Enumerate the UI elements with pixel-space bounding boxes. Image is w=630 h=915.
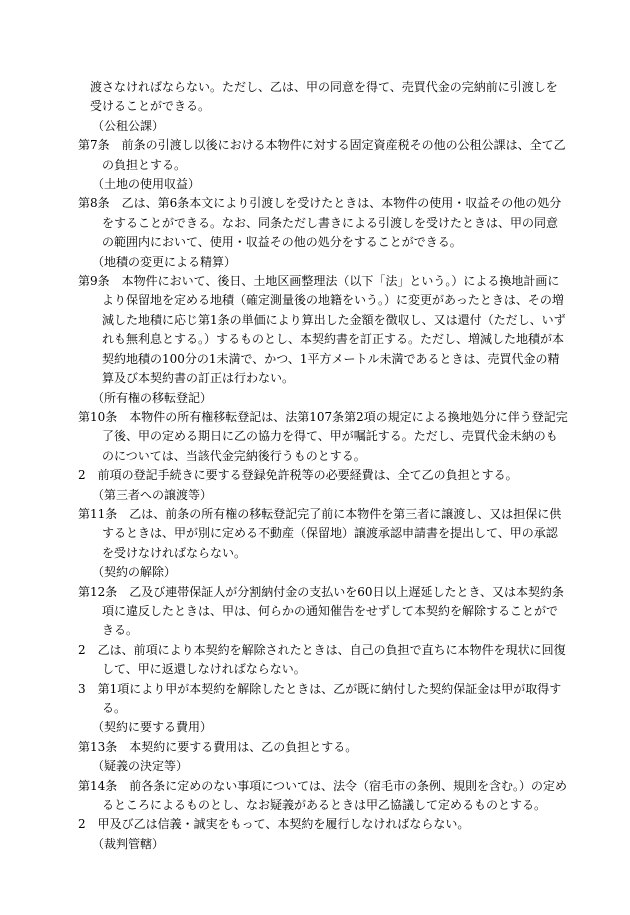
article-heading-termination: （契約の解除） <box>92 565 177 580</box>
article-heading-public-taxes: （公租公課） <box>92 118 165 133</box>
article-12-item-2: 2 乙は、前項により本契約を解除されたときは、自己の負担で直ちに本物件を現状に回復して、甲に返還しなければならない。 <box>78 642 566 677</box>
article-8: 第8条 乙は、第6条本文により引渡しを受けたときは、本物件の使用・収益その他の処分をすることができる。なお、同条ただし書きによる引渡しを受けたときは、甲の同意の範囲内において、使用・収益その他の処分をすることができる。 <box>78 196 562 250</box>
continued-text: 渡さなければならない。ただし、乙は、甲の同意を得て、売買代金の完納前に引渡しを受けることができる。 <box>90 80 558 114</box>
article-12-item-3: 3 第1項により甲が本契約を解除したときは、乙が既に納付した契約保証金は甲が取得する。 <box>78 681 562 715</box>
article-14: 第14条 前各条に定めのない事項については、法令（宿毛市の条例、規則を含む。）の定めるところによるものとし、なお疑義があるときは甲乙協議して定めるものとする。 <box>78 778 568 813</box>
document-body <box>78 78 568 854</box>
article-13: 第13条 本契約に要する費用は、乙の負担とする。 <box>78 739 358 754</box>
article-heading-ownership-transfer: （所有権の移転登記） <box>92 390 213 405</box>
article-heading-jurisdiction: （裁判管轄） <box>92 836 165 851</box>
article-heading-third-party-transfer: （第三者への譲渡等） <box>92 487 213 502</box>
article-11: 第11条 乙は、前条の所有権の移転登記完了前に本物件を第三者に譲渡し、又は担保に供するときは、甲が別に定める不動産（保留地）譲渡承認申請書を提出して、甲の承認を受けなければならない。 <box>78 506 562 560</box>
article-12: 第12条 乙及び連帯保証人が分割納付金の支払いを60日以上遅延したとき、又は本契約条項に違反したときは、甲は、何らかの通知催告をせずして本契約を解除することができる。 <box>78 584 565 638</box>
article-heading-area-change: （地積の変更による精算） <box>92 254 237 269</box>
article-10: 第10条 本物件の所有権移転登記は、法第107条第2項の規定による換地処分に伴う登記完了後、甲の定める期日に乙の協力を得て、甲が嘱託する。ただし、売買代金未納のものについては、当該代金完納後行うものとする。 <box>78 409 568 463</box>
article-7: 第7条 前条の引渡し以後における本物件に対する固定資産税その他の公租公課は、全て乙の負担とする。 <box>78 138 566 172</box>
article-heading-contract-costs: （契約に要する費用） <box>92 720 213 735</box>
article-10-item-2: 2 前項の登記手続きに要する登録免許税等の必要経費は、全て乙の負担とする。 <box>78 468 518 483</box>
article-heading-doubts: （疑義の決定等） <box>92 759 189 774</box>
article-heading-land-use: （土地の使用収益） <box>92 177 201 192</box>
article-9: 第9条 本物件において、後日、土地区画整理法（以下「法」という。）による換地計画により保留地を定める地積（確定測量後の地籍をいう。）に変更があったときは、その増減した地積に応じ第1条の単価により算出した金額を徴収し、又は還付（ただし、いずれも無利息とする。）するものとし、本契約書を訂正する。ただし、増減した地積が本契約地積の100分の1未満で、かつ、1平方メートル未満であるときは、売買代金の精算及び本契約書の訂正は行わない。 <box>78 274 566 386</box>
article-14-item-2: 2 甲及び乙は信義・誠実をもって、本契約を履行しなければならない。 <box>78 817 470 832</box>
